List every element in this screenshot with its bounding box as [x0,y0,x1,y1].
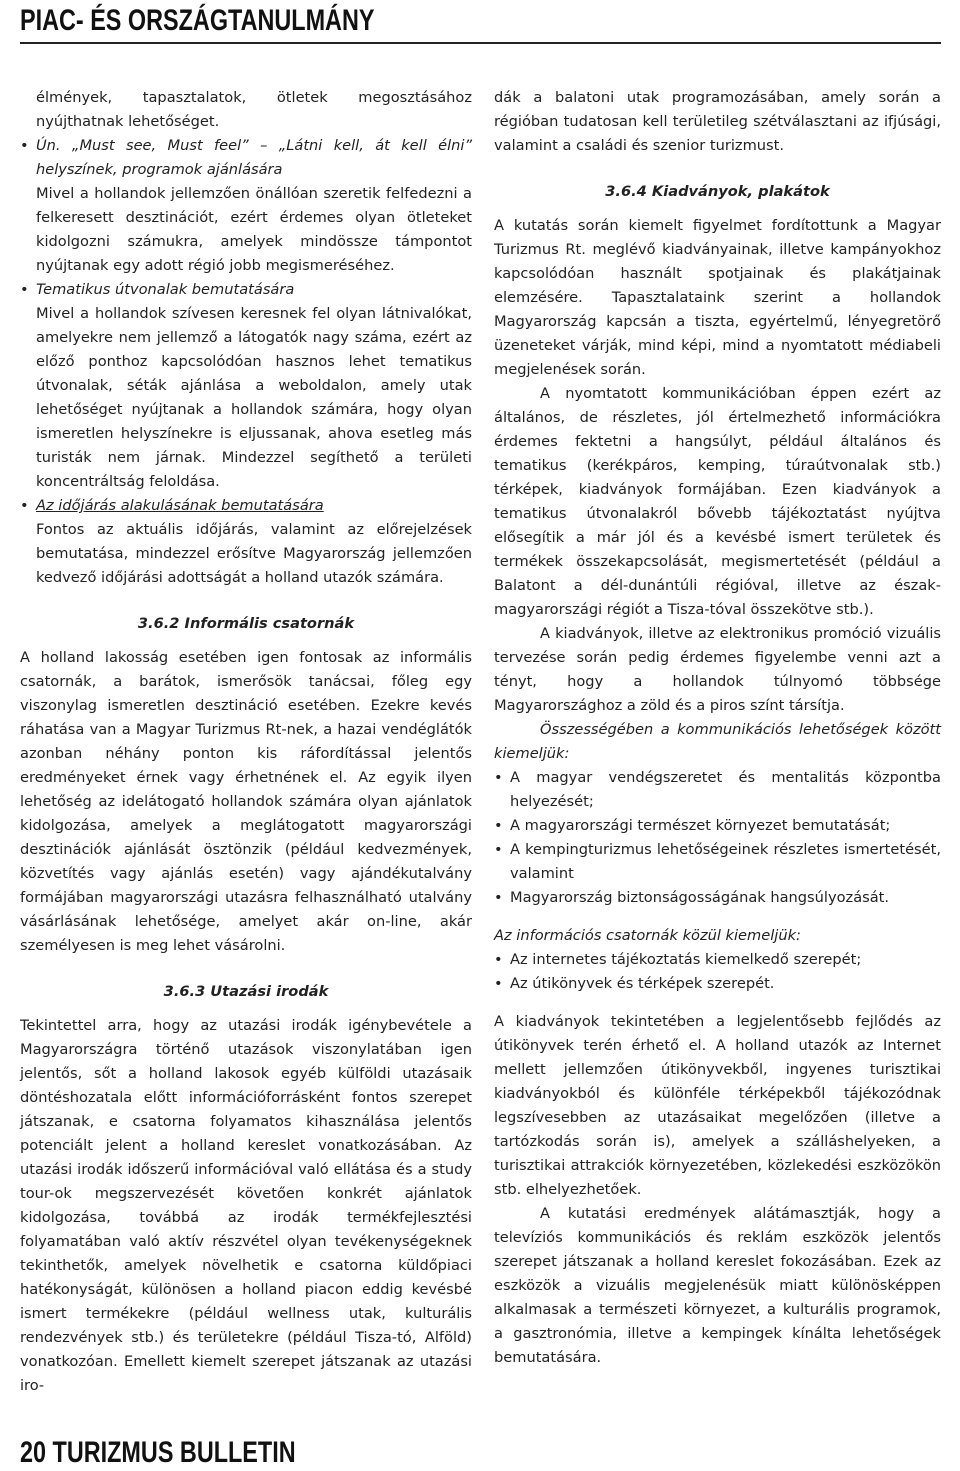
list-item [20,278,472,494]
bullet-title: Tematikus útvonalak bemutatására [36,281,295,298]
paragraph: A kiadványok tekintetében a legjelentősebb fejlődés az útikönyvek terén érhető el. A holland utazók az Internet mellett jellemzően útikönyvekből, ingyenes turisztikai kiadványokból és különféle térképekből tájékozódnak legszívesebben az utazásaikat megelőzően (illetve a tartózkodás során is), amelyek a szálláshelyeken, a turisztikai attrakciók környezetében, közlekedési eszközökön stb. elhelyezhetőek. [494,1013,941,1198]
paragraph: A kutatási eredmények alátámasztják, hogy a televíziós kommunikációs és reklám eszközök jelentős szerepet játszanak a holland kereslet fokozásában. Ezek az eszközök a vizuális megjelenésük miatt különösképpen alkalmasak a természeti környezet, a kulturális programok, a gasztronómia, illetve a kempingek kínálta lehetőségek bemutatására. [494,1205,941,1366]
list-item [20,494,472,590]
intro-continuation: élmények, tapasztalatok, ötletek megosztásához nyújthatnak lehetőséget. [36,89,472,130]
list-item: • A kempingturizmus lehetőségeinek részletes ismertetését, valamint [494,838,941,886]
channels-intro: Az információs csatornák közül kiemeljük: [494,927,801,944]
paragraph: A kiadványok, illetve az elektronikus promóció vizuális tervezése során pedig érdemes figyelembe venni azt a tényt, hogy a hollandok túlnyomó többsége Magyarországhoz a zöld és a piros színt társítja. [494,625,941,714]
summary-intro: Összességében a kommunikációs lehetőségek között kiemeljük: [494,721,941,762]
bullet-body: Mivel a hollandok jellemzően önállóan szeretik felfedezni a felkeresett desztinációt, ezért érdemes olyan ötleteket kidolgozni számukra, amelyek mindössze támpontot nyújtanak egy adott régió jobb megismeréséhez. [36,185,472,274]
channels-list [494,948,941,996]
bullet-title: Ún. „Must see, Must feel” – „Látni kell, át kell élni” helyszínek, programok ajánlására [36,137,472,178]
header-rule [20,42,941,44]
page-number: 20 [20,1436,47,1469]
recommendation-list [20,134,472,590]
bullet-body: Mivel a hollandok szívesen keresnek fel olyan látnivalókat, amelyekre nem jellemző a látogatók nagy száma, ezért az előző ponthoz kapcsolódóan hasznos lehet tematikus útvonalak, séták ajánlása a weboldalon, amely utak lehetőséget nyújtanak a hollandok számára, hogy olyan ismeretlen helyszínekre is eljussanak, ahova esetleg más turisták nem járnak. Mindezzel segíthető a területi koncentráltság feloldása. [36,305,472,490]
publication-name: TURIZMUS BULLETIN [52,1436,296,1469]
section-heading-362: 3.6.2 Informális csatornák [137,615,355,632]
right-column [494,86,941,1370]
bullet-title: Az időjárás alakulásának bemutatására [36,497,324,514]
running-header: PIAC- ÉS ORSZÁGTANULMÁNY [20,4,375,37]
list-item: • Az internetes tájékoztatás kiemelkedő szerepét; [494,948,941,972]
list-item: • A magyar vendégszeretet és mentalitás központba helyezését; [494,766,941,814]
footer [20,1436,296,1470]
paragraph: A holland lakosság esetében igen fontosak az informális csatornák, a barátok, ismerősök tanácsai, főleg egy viszonylag ismeretlen desztináció esetében. Ezekre kevés ráhatása van a Magyar Turizmus Rt-nek, a hazai vendéglátók azonban néhány ponton kis ráfordítással jelentős eredményeket érnek vagy érhetnének el. Az egyik ilyen lehetőség az idelátogató hollandok számára olyan ajánlatok kidolgozása, amelyek a meglátogatott magyarországi desztinációk ajánlását ösztönzik (például kedvezmények, közvetítés vagy ajánlás esetén) vagy ajándékutalvány formájában magyarországi utazásra felhasználható utalvány vásárlásának lehetősége, amelyet akár on-line, akár személyesen is meg lehet vásárolni. [20,649,472,954]
paragraph: A kutatás során kiemelt figyelmet fordítottunk a Magyar Turizmus Rt. meglévő kiadványainak, illetve kampányokhoz kapcsolódóan használt spotjainak és plakátjainak elemzésére. Tapasztalataink szerint a hollandok Magyarország kapcsán a tiszta, egyértelmű, lényegretörő üzeneteket várják, mind képi, mind a nyomtatott médiabeli megjelenések során. [494,217,941,378]
list-item: • A magyarországi természet környezet bemutatását; [494,814,941,838]
paragraph: A nyomtatott kommunikációban éppen ezért az általános, de részletes, jól értelmezhető információkra érdemes fektetni a hangsúlyt, például általános és tematikus (kerékpáros, kemping, túraútvonalak stb.) térképek, kiadványok formájában. Ezen kiadványok a tematikus útvonalakról bővebb tájékoztatást nyújtva elősegítik a már jól és a kevésbé ismert területek és termékek összekapcsolását, megismertetését (például a Balatont a dél-dunántúli régióval, illetve az észak-magyarországi régiót a Tisza-tóval összekötve stb.). [494,385,941,618]
section-heading-364: 3.6.4 Kiadványok, plakátok [605,183,830,200]
bullet-body: Fontos az aktuális időjárás, valamint az előrejelzések bemutatása, mindezzel erősítve Magyarország jellemzően kedvező időjárási adottságát a holland utazók számára. [36,521,472,586]
paragraph: Tekintettel arra, hogy az utazási irodák igénybevétele a Magyarországra történő utazások viszonylatában igen jelentős, sőt a holland lakosok egyéb külföldi utazásaik döntéshozatala előtt információforrásként fontos szerepet játszanak, e csatorna folyamatos kihasználása jelentős potenciált jelent a holland kereslet vonatkozásában. Az utazási irodák időszerű információval való ellátása és a study tour-ok megszervezését követően konkrét ajánlatok kidolgozása, továbbá az irodák termékfejlesztési folyamatában való aktív részvétel olyan tevékenységeknek tekinthetők, amelyek növelhetik e csatorna küldőpiaci hatékonyságát, különösen a holland piacon eddig kevésbé ismert termékekre (például wellness utak, kulturális rendezvények stb.) és területekre (például Tisza-tó, Alföld) vonatkozóan. Emellett kiemelt szerepet játszanak az utazási iro- [20,1017,472,1394]
summary-list [494,766,941,910]
list-item: • Magyarország biztonságosságának hangsúlyozását. [494,886,941,910]
section-heading-363: 3.6.3 Utazási irodák [163,983,329,1000]
left-column [20,86,472,1398]
list-item [20,134,472,278]
paragraph-continuation: dák a balatoni utak programozásában, amely során a régióban tudatosan kell területileg szétválasztani az ifjúsági, valamint a családi és szenior turizmust. [494,89,941,154]
list-item: • Az útikönyvek és térképek szerepét. [494,972,941,996]
